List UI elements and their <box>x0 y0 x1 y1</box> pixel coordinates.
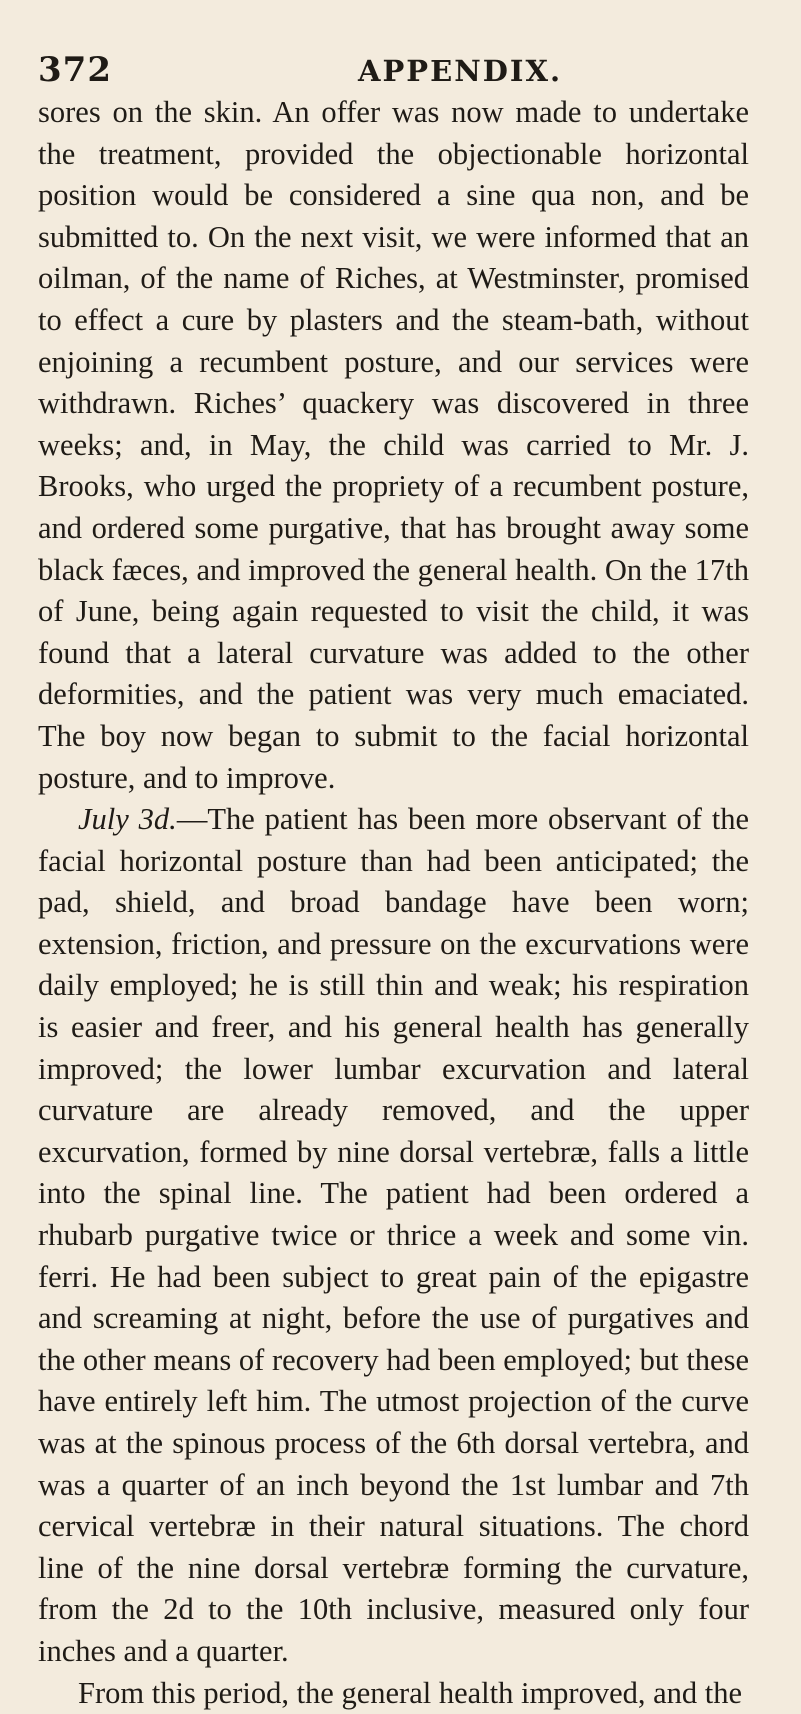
page-number: 372 <box>38 50 112 90</box>
body-text <box>38 92 749 1714</box>
page-header <box>38 50 749 94</box>
paragraph-final-line: From this period, the general health improved, and the <box>78 1675 743 1710</box>
entry-date: July 3d. <box>78 802 177 837</box>
entry-text: —The patient has been more observant of the facial horizontal posture than had been anticipated; the pad, shield, and broad bandage have been worn; extension, friction, and pressure on the excurvations were daily employed; he is still thin and weak; his respiration is easier and freer, and his general health has generally improved; the lower lumbar excurvation and lateral curvature are already removed, and the upper excurvation, formed by nine dorsal vertebræ, falls a little into the spinal line. The patient had been ordered a rhubarb purgative twice or thrice a week and some vin. ferri. He had been subject to great pain of the epigastre and screaming at night, before the use of purgatives and the other means of recovery had been employed; but these have entirely left him. The utmost projection of the curve was at the spinous process of the 6th dorsal vertebra, and was a quarter of an inch beyond the 1st lumbar and 7th cervical vertebræ in their natural situations. The chord line of the nine dorsal vertebræ forming the curvature, from the 2d to the 10th inclusive, measured only four inches and a quarter. <box>38 802 749 1668</box>
running-head: APPENDIX. <box>358 54 563 88</box>
paragraph-continuation: sores on the skin. An offer was now made to undertake the treatment, provided the objectionable horizontal position would be considered a sine qua non, and be submitted to. On the next visit, we were informed that an oilman, of the name of Riches, at Westminster, promised to effect a cure by plasters and the steam-bath, without enjoining a recumbent posture, and our services were withdrawn. Riches’ quackery was discovered in three weeks; and, in May, the child was carried to Mr. J. Brooks, who urged the propriety of a recumbent posture, and ordered some purgative, that has brought away some black fæces, and improved the general health. On the 17th of June, being again requested to visit the child, it was found that a lateral curvature was added to the other deformities, and the patient was very much emaciated. The boy now began to submit to the facial horizontal posture, and to improve. <box>38 95 749 795</box>
paragraph-july-entry <box>38 799 749 1672</box>
